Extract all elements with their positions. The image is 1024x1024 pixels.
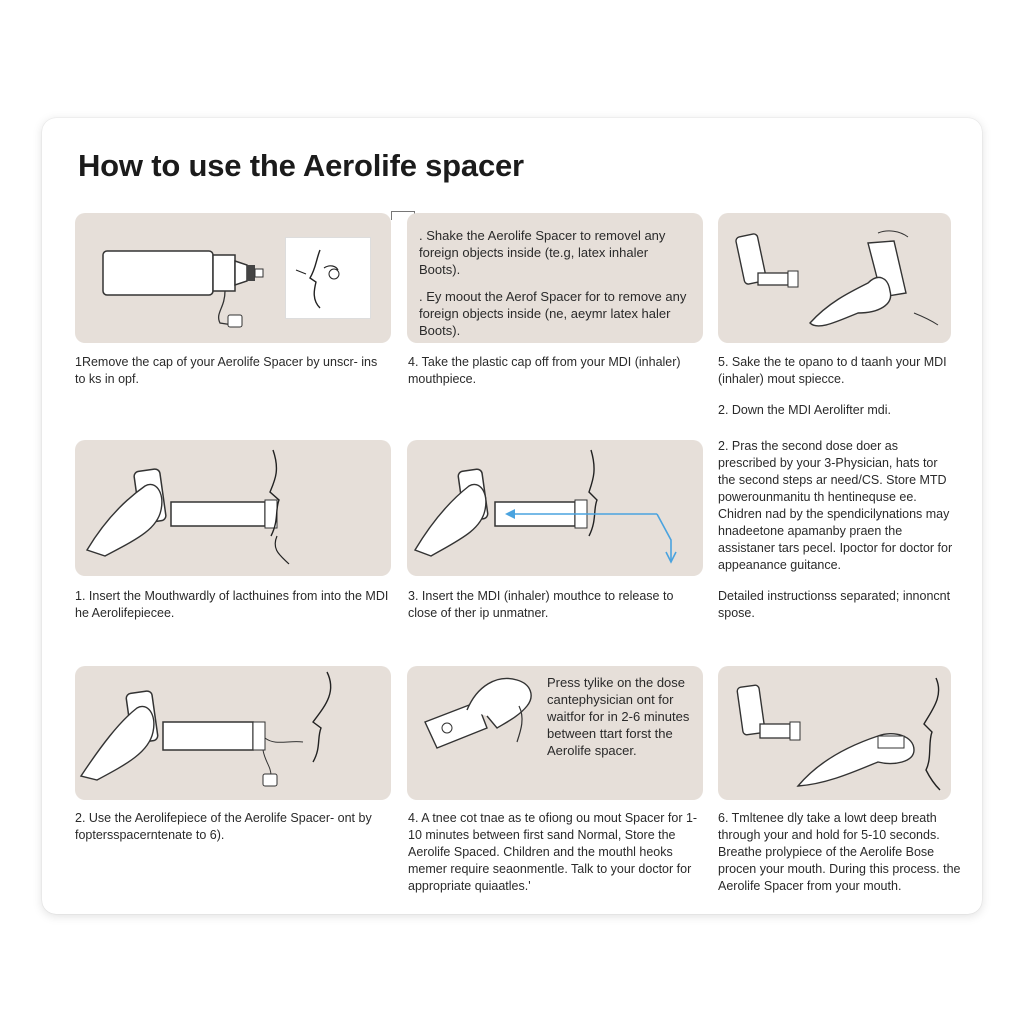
face-inset xyxy=(285,237,371,319)
text-panel-shake xyxy=(407,213,703,343)
caption-step-3 xyxy=(718,354,958,433)
page-title: How to use the Aerolife spacer xyxy=(78,148,524,183)
illustration-use-spacer xyxy=(75,666,391,800)
caption-text: 1Remove the cap of your Aerolife Spacer by unscr- ins to ks in opf. xyxy=(75,355,378,386)
face-drawing xyxy=(286,238,370,318)
hand-inhaler-drawing xyxy=(718,213,951,343)
caption-step-5 xyxy=(408,588,704,636)
caption-text: 5. Sake the te opano to d taanh your MDI (inhaler) mout spiecce. xyxy=(718,355,947,386)
panel-text-2: . Ey moout the Aerof Spacer for to remove any foreign objects inside (ne, aeymr latex haler Boots). xyxy=(419,289,687,338)
hand-spacer-mouth-drawing xyxy=(75,666,391,800)
caption-step-9 xyxy=(718,810,968,909)
caption-text: 2. Use the Aerolifepiece of the Aerolife Spacer- ont by foptersspacerntenate to 6). xyxy=(75,811,372,842)
caption-step-8 xyxy=(408,810,704,909)
caption-text: 4. A tnee cot tnae as te ofiong ou mout Spacer for 1-10 minutes between first sand Normal, Store the Aerolife Spaced. Children and the mouthl heoks memer require seaonmentle. Talk to your doctor for appropriate quiaatles.' xyxy=(408,811,698,893)
illustration-breathe xyxy=(718,666,951,800)
caption-step-7 xyxy=(75,810,391,858)
hand-spacer-arrow-drawing xyxy=(407,440,703,576)
caption-text: 3. Insert the MDI (inhaler) mouthce to release to close of ther ip unmatner. xyxy=(408,589,674,620)
caption-text: 2. Pras the second dose doer as prescribed by your 3-Physician, hats tor the second steps ar need/CS. Store MTD powerounmanitu th hentinequse ee. Chidren nad by the spendicilynations may hnadeetone apamanby praen the assistaner tars pecel. Ipoctor for doctor for appeanance guitance. xyxy=(718,439,953,572)
caption-text: 4. Take the plastic cap off from your MDI (inhaler) mouthpiece. xyxy=(408,355,681,386)
illustration-remove-cap xyxy=(75,213,391,343)
illustration-press-dose xyxy=(407,666,703,800)
hand-inhaler-face-drawing xyxy=(718,666,951,800)
illustration-shake xyxy=(718,213,951,343)
illustration-insert-mdi xyxy=(407,440,703,576)
caption-text: 6. Tmltenee dly take a lowt deep breath through your and hold for 5-10 seconds. Breathe prolypiece of the Aerolife Bose procen your mouth. During this process. the Aerolife Spacer from your mouth. xyxy=(718,811,961,893)
caption-step-1 xyxy=(75,354,391,402)
hand-spacer-face-drawing xyxy=(75,440,391,576)
caption-step-6 xyxy=(718,438,958,636)
panel-text-group xyxy=(419,227,691,339)
caption-text: 1. Insert the Mouthwardly of lacthuines from into the MDI he Aerolifepiecee. xyxy=(75,589,389,620)
caption-text: Detailed instructionss separated; innoncnt spose. xyxy=(718,589,951,620)
caption-text: 2. Down the MDI Aerolifter mdi. xyxy=(718,403,891,417)
caption-step-2 xyxy=(408,354,704,402)
panel-text-press: Press tylike on the dose cantephysician ont for waitfor for in 2-6 minutes between ttart forst the Aerolife spacer. xyxy=(547,675,690,758)
caption-step-4 xyxy=(75,588,391,636)
panel-text-1: . Shake the Aerolife Spacer to removel any foreign objects inside (te.g, latex inhaler Boots). xyxy=(419,228,666,277)
illustration-insert-mouthpiece xyxy=(75,440,391,576)
